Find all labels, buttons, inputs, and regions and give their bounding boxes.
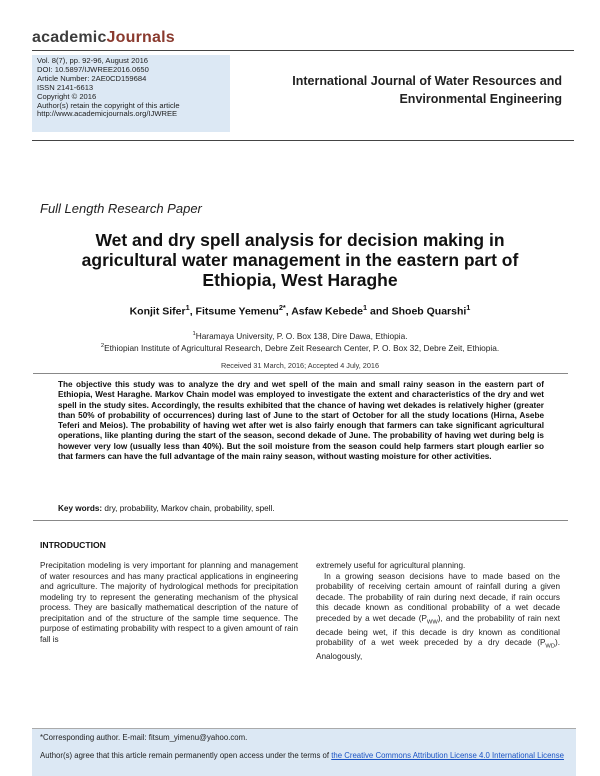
body-column-right — [316, 561, 560, 663]
info-line: DOI: 10.5897/IJWREE2016.0650 — [37, 64, 149, 74]
info-line: Vol. 8(7), pp. 92-96, August 2016 — [37, 56, 149, 65]
info-line: ISSN 2141-6613 — [37, 82, 94, 92]
affiliation: $^2$Ethiopian Institute of Agricultural Research, Debre Zeit Research Center, P. O. Box 32, Debre Zeit, Ethiopia. — [100, 343, 500, 353]
author-name: Fitsume Yemenu — [195, 305, 279, 318]
article-info-box — [32, 55, 230, 132]
info-link[interactable]: http://www.academicjournals.org/IJWREE — [37, 109, 178, 119]
info-line: Copyright © 2016 — [37, 91, 97, 101]
author-affil-sup: 1 — [466, 303, 471, 312]
author-sep: , — [189, 305, 196, 318]
author-list — [40, 303, 560, 318]
journal-name-line2: Environmental Engineering — [399, 92, 562, 106]
publisher-logo: academicJournals — [32, 29, 175, 46]
keywords-rule — [33, 520, 568, 521]
section-heading: INTRODUCTION — [40, 540, 106, 550]
received-accepted-dates: Received 31 March, 2016; Accepted 4 July, 2016 — [220, 361, 380, 370]
affiliation: $^1$Haramaya University, P. O. Box 138, Dire Dawa, Ethiopia. — [192, 331, 408, 341]
header-bottom-rule — [32, 140, 574, 141]
abstract-top-rule — [33, 373, 568, 374]
keywords-list: dry, probability, Markov chain, probability, spell. — [104, 504, 275, 513]
paper-type: Full Length Research Paper — [40, 201, 202, 216]
body-paragraph: In a growing season decisions have to made based on the probability of receiving certain amount of rainfall during a given decade. The probability of rain during next decade, if rain occurs this decade known as conditional probability of a wet decade preceded by a wet decade $(P_{WW})$, and the probability of rain next decade being wet, if this decade is dry known as conditional probability of a wet week preceded by a dry decade $(P_{WD})$. Analogously, — [316, 571, 561, 662]
keywords — [58, 504, 544, 513]
paper-title: Wet and dry spell analysis for decision making in agricultural water management in the eastern part of Ethiopia, West Haraghe — [81, 230, 519, 290]
body-column-left: Precipitation modeling is very important for planning and management of water resources and has many practical applications in engineering and agriculture. The majority of hydrological methods for precipitation modeling try to represent the generating mechanism of the physical process. They are basically mathematical description of the nature of precipitation and of the structure of the sample time sequence. The purpose of estimating probability with respect to a given amount of rain fall is — [40, 561, 298, 644]
author-affil-sup: 1 — [185, 303, 190, 312]
journal-name — [280, 72, 562, 108]
author-name: Shoeb Quarshi — [391, 305, 467, 318]
abstract: The objective this study was to analyze the dry and wet spell of the main and small rainy season in the eastern part of Ethiopia, West Haraghe. Markov Chain model was employed to investigate the extent and characteristics of the dry and wet spell in the study sites. Accordingly, the results exhibited that the chance of having wet dekades is relatively higher (greater than 50% of probability of occurrences) during last of June to the start of October for all the study locations (Hirna, Asebe Teferi and Meios). The probability of having wet after wet is also fairly enough that farmers can take significant agricultural operations, like planting during the start of the season, second dekade of June. The probability of having wet during belg is however very low (usually less than 40%). But the soil moisture from the season could help farmers start plough earlier so that farmers can have the full advantage of the main rainy season, without wasting moisture for other activities. — [58, 380, 544, 462]
journal-name-line1: International Journal of Water Resources and — [292, 74, 562, 88]
corresponding-author: *Corresponding author. E-mail: fitsum_yimenu@yahoo.com. — [40, 733, 248, 742]
license-link[interactable]: the Creative Commons Attribution License 4.0 International License — [331, 751, 564, 760]
author-affil-sup: 1 — [363, 303, 368, 312]
header-rule — [32, 50, 574, 51]
info-line: Article Number: 2AE0CD159684 — [37, 73, 147, 83]
info-line: Author(s) retain the copyright of this article — [37, 100, 180, 110]
author-sep: , — [285, 305, 292, 318]
keywords-label: Key words: — [58, 504, 103, 513]
author-sep: and — [367, 305, 392, 318]
license-notice: Author(s) agree that this article remain permanently open access under the terms of the Creative Commons Attribution License 4.0 International License — [40, 751, 564, 760]
body-paragraph: extremely useful for agricultural planning. — [316, 561, 466, 570]
author-name: Konjit Sifer — [129, 305, 186, 318]
author-affil-sup: 2* — [278, 303, 286, 312]
author-name: Asfaw Kebede — [291, 305, 363, 318]
